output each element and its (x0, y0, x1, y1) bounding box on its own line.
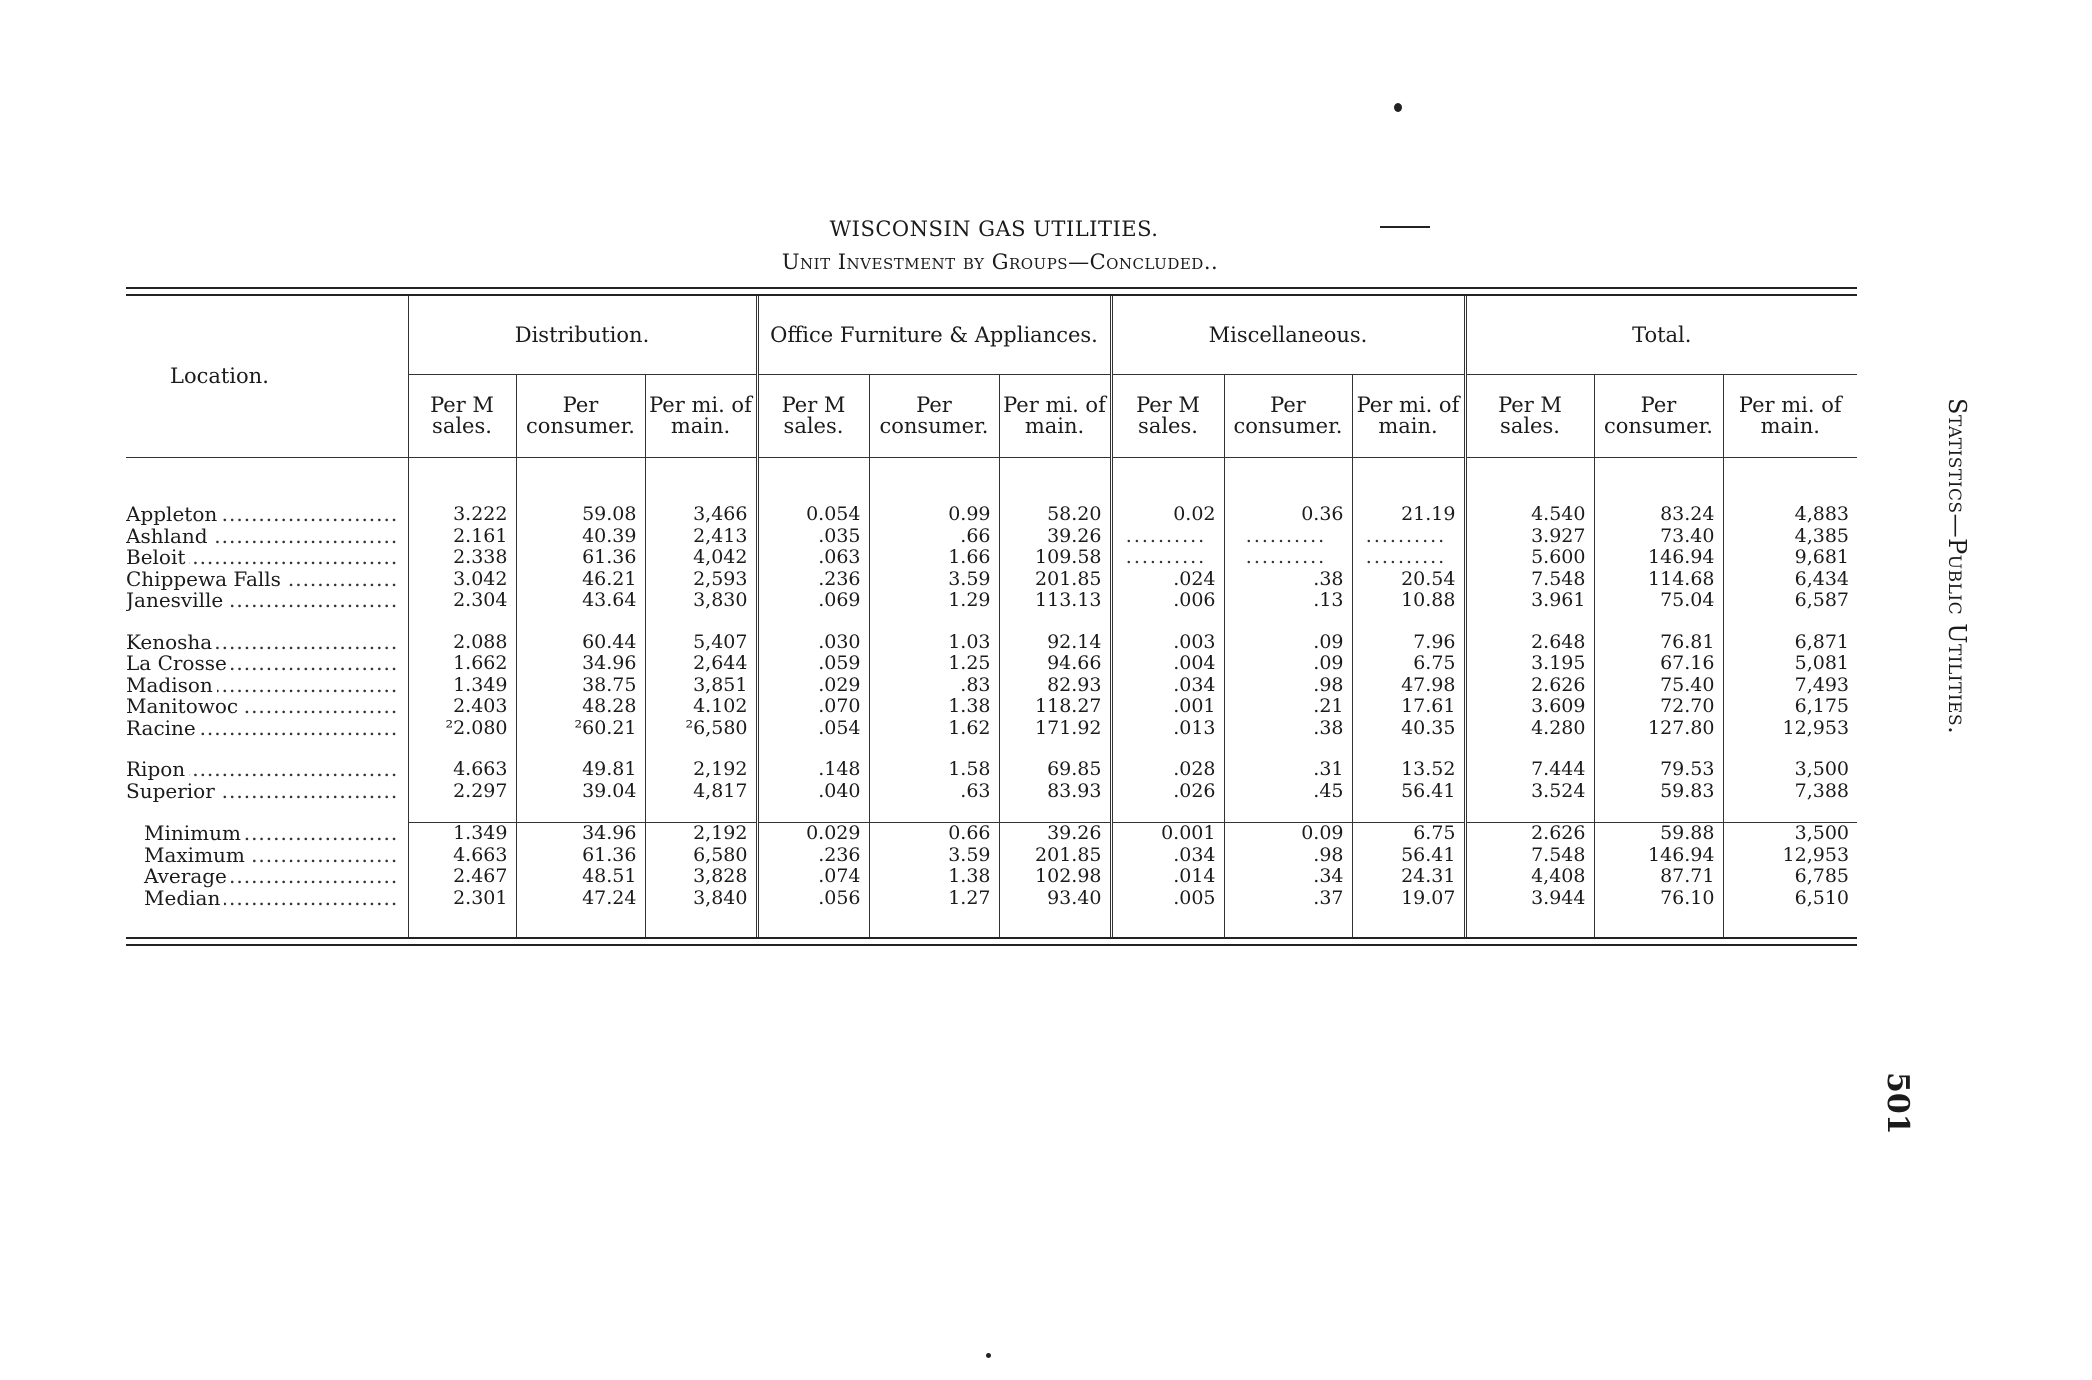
spacer-row (126, 909, 1857, 937)
table-cell: ²60.21 (516, 718, 645, 740)
table-cell: 3.927 (1465, 526, 1594, 548)
row-label: Racine (126, 718, 200, 740)
table-cell: 2,192 (645, 759, 757, 781)
table-cell: 2.088 (408, 632, 516, 654)
row-label: Median (126, 888, 224, 910)
table-cell: 38.75 (516, 675, 645, 697)
table-cell: 3,851 (645, 675, 757, 697)
table-cell: 4,408 (1465, 866, 1594, 888)
table-cell: 24.31 (1352, 866, 1465, 888)
table-cell: 201.85 (999, 845, 1111, 867)
table-row (126, 675, 1857, 697)
table-cell: .236 (757, 845, 869, 867)
table-cell: 2,192 (645, 823, 757, 845)
table-cell: 48.28 (516, 696, 645, 718)
table-cell: 83.93 (999, 781, 1111, 803)
table-cell: .003 (1111, 632, 1224, 654)
table-cell: 87.71 (1594, 866, 1723, 888)
table-cell: .......... (1352, 526, 1465, 548)
table-cell: .001 (1111, 696, 1224, 718)
row-label: Chippewa Falls (126, 569, 285, 591)
table-cell: .......... (1352, 547, 1465, 569)
table-cell: 0.001 (1111, 823, 1224, 845)
column-header: Per mi. of main. (645, 375, 757, 458)
table-cell: .028 (1111, 759, 1224, 781)
table-row (126, 653, 1857, 675)
table-cell: 75.04 (1594, 590, 1723, 612)
table-cell: 39.26 (999, 823, 1111, 845)
table-cell: .030 (757, 632, 869, 654)
table-cell: 19.07 (1352, 888, 1465, 910)
table-cell: 1.349 (408, 823, 516, 845)
table-cell: 59.08 (516, 504, 645, 526)
table-cell: .026 (1111, 781, 1224, 803)
column-header: Per consumer. (1224, 375, 1352, 458)
table-cell: 7.444 (1465, 759, 1594, 781)
table-cell: 12,953 (1723, 845, 1857, 867)
table-cell: .034 (1111, 675, 1224, 697)
table-cell: 4.540 (1465, 504, 1594, 526)
spacer-row (126, 612, 1857, 632)
table-cell: 6.75 (1352, 823, 1465, 845)
table-cell: 6,510 (1723, 888, 1857, 910)
row-label: Minimum (126, 823, 245, 845)
table-cell: .38 (1224, 569, 1352, 591)
table-cell: 6,587 (1723, 590, 1857, 612)
table-row (126, 569, 1857, 591)
table-cell: 69.85 (999, 759, 1111, 781)
table-cell: 73.40 (1594, 526, 1723, 548)
table-cell: 102.98 (999, 866, 1111, 888)
table-cell: 56.41 (1352, 781, 1465, 803)
table-cell: .37 (1224, 888, 1352, 910)
table-cell: 4.102 (645, 696, 757, 718)
table-cell: .......... (1111, 526, 1224, 548)
table-cell: .09 (1224, 632, 1352, 654)
table-cell: 0.09 (1224, 823, 1352, 845)
table-cell: 4,817 (645, 781, 757, 803)
table-cell: 34.96 (516, 823, 645, 845)
table-cell: .074 (757, 866, 869, 888)
row-label: Superior (126, 781, 219, 803)
column-header: Per M sales. (757, 375, 869, 458)
group-header-distribution: Distribution. (408, 296, 757, 375)
table-row (126, 696, 1857, 718)
table-cell: 4.280 (1465, 718, 1594, 740)
table-cell: 2,593 (645, 569, 757, 591)
table-cell: .004 (1111, 653, 1224, 675)
table-cell: 67.16 (1594, 653, 1723, 675)
table-cell: 56.41 (1352, 845, 1465, 867)
row-label: Appleton (126, 504, 221, 526)
table-cell: 0.66 (869, 823, 999, 845)
column-header: Per M sales. (1465, 375, 1594, 458)
table-cell: 3.042 (408, 569, 516, 591)
group-header-miscellaneous: Miscellaneous. (1111, 296, 1465, 375)
table-cell: .38 (1224, 718, 1352, 740)
table-cell: .059 (757, 653, 869, 675)
table-cell: 2.626 (1465, 823, 1594, 845)
table-cell: 10.88 (1352, 590, 1465, 612)
table-cell: 1.662 (408, 653, 516, 675)
table-cell: 0.054 (757, 504, 869, 526)
unit-investment-table (126, 287, 1857, 946)
table-cell: 4,385 (1723, 526, 1857, 548)
table-cell: 6,785 (1723, 866, 1857, 888)
row-label: Manitowoc (126, 696, 242, 718)
table-cell: 61.36 (516, 547, 645, 569)
table-row (126, 526, 1857, 548)
table-cell: 7.548 (1465, 845, 1594, 867)
column-header: Per consumer. (869, 375, 999, 458)
table-cell: 79.53 (1594, 759, 1723, 781)
row-label: Ripon (126, 759, 189, 781)
table-cell: 1.25 (869, 653, 999, 675)
table-cell: 83.24 (1594, 504, 1723, 526)
table-row (126, 759, 1857, 781)
table-cell: 9,681 (1723, 547, 1857, 569)
table-cell: .006 (1111, 590, 1224, 612)
table-cell: 5,407 (645, 632, 757, 654)
table-cell: 5,081 (1723, 653, 1857, 675)
table-row (126, 504, 1857, 526)
table-cell: 3.524 (1465, 781, 1594, 803)
table-cell: 3,828 (645, 866, 757, 888)
table-cell: .056 (757, 888, 869, 910)
table-cell: .83 (869, 675, 999, 697)
column-header: Per M sales. (408, 375, 516, 458)
spacer-row (126, 458, 1857, 505)
table-cell: 40.35 (1352, 718, 1465, 740)
table-cell: 1.03 (869, 632, 999, 654)
column-header: Per consumer. (516, 375, 645, 458)
table-cell: 58.20 (999, 504, 1111, 526)
table-cell: 2,413 (645, 526, 757, 548)
table-cell: 146.94 (1594, 547, 1723, 569)
table-cell: 6,175 (1723, 696, 1857, 718)
table-cell: 3.59 (869, 569, 999, 591)
page-title: WISCONSIN GAS UTILITIES. (829, 217, 1159, 241)
table-cell: 3.609 (1465, 696, 1594, 718)
table-cell: 1.29 (869, 590, 999, 612)
table-cell: .......... (1224, 526, 1352, 548)
table-cell: 34.96 (516, 653, 645, 675)
table-cell: 0.99 (869, 504, 999, 526)
table-cell: .21 (1224, 696, 1352, 718)
table-cell: 2.467 (408, 866, 516, 888)
table-cell: 93.40 (999, 888, 1111, 910)
table-cell: 2.297 (408, 781, 516, 803)
table-cell: 49.81 (516, 759, 645, 781)
table-cell: 47.98 (1352, 675, 1465, 697)
table-cell: .069 (757, 590, 869, 612)
table-cell: 201.85 (999, 569, 1111, 591)
table-cell: 6,580 (645, 845, 757, 867)
table-cell: 109.58 (999, 547, 1111, 569)
top-double-rule (126, 287, 1857, 296)
table-cell: 3,466 (645, 504, 757, 526)
table-row (126, 632, 1857, 654)
table-cell: 171.92 (999, 718, 1111, 740)
table-cell: 7,493 (1723, 675, 1857, 697)
table-cell: 6.75 (1352, 653, 1465, 675)
table-cell: .13 (1224, 590, 1352, 612)
table-cell: 92.14 (999, 632, 1111, 654)
table-cell: 1.66 (869, 547, 999, 569)
table-cell: .09 (1224, 653, 1352, 675)
table-cell: 2.338 (408, 547, 516, 569)
table-cell: 1.27 (869, 888, 999, 910)
table-cell: 3,840 (645, 888, 757, 910)
table-cell: 118.27 (999, 696, 1111, 718)
table-cell: 39.04 (516, 781, 645, 803)
table-cell: .013 (1111, 718, 1224, 740)
table-cell: 21.19 (1352, 504, 1465, 526)
table-cell: .63 (869, 781, 999, 803)
table-cell: 3,500 (1723, 823, 1857, 845)
column-header: Per mi. of main. (999, 375, 1111, 458)
table-cell: 0.36 (1224, 504, 1352, 526)
table-cell: 2.161 (408, 526, 516, 548)
table-cell: 82.93 (999, 675, 1111, 697)
spacer-row (126, 802, 1857, 823)
table-cell: 113.13 (999, 590, 1111, 612)
bottom-double-rule (126, 937, 1857, 946)
table-cell: 1.62 (869, 718, 999, 740)
table-cell: .034 (1111, 845, 1224, 867)
table-cell: 47.24 (516, 888, 645, 910)
table-cell: .070 (757, 696, 869, 718)
table-cell: 2,644 (645, 653, 757, 675)
table-cell: 114.68 (1594, 569, 1723, 591)
table-cell: 2.304 (408, 590, 516, 612)
table-cell: 39.26 (999, 526, 1111, 548)
table-cell: 76.10 (1594, 888, 1723, 910)
summary-row (126, 845, 1857, 867)
table-cell: 2.301 (408, 888, 516, 910)
table-cell: 3.195 (1465, 653, 1594, 675)
row-label: Janesville (126, 590, 227, 612)
table-cell: 3,500 (1723, 759, 1857, 781)
table-cell: 4,042 (645, 547, 757, 569)
table-cell: .024 (1111, 569, 1224, 591)
table-cell: 43.64 (516, 590, 645, 612)
row-label: Maximum (126, 845, 249, 867)
table-cell: 48.51 (516, 866, 645, 888)
table-cell: .236 (757, 569, 869, 591)
group-header-office-furniture: Office Furniture & Appliances. (757, 296, 1111, 375)
table-cell: 7,388 (1723, 781, 1857, 803)
table-cell: 4.663 (408, 845, 516, 867)
summary-row (126, 823, 1857, 845)
table-cell: 75.40 (1594, 675, 1723, 697)
column-header: Per consumer. (1594, 375, 1723, 458)
table-cell: 13.52 (1352, 759, 1465, 781)
table-cell: .......... (1111, 547, 1224, 569)
table-row (126, 781, 1857, 803)
table-cell: 6,871 (1723, 632, 1857, 654)
table-cell: 6,434 (1723, 569, 1857, 591)
table-cell: 61.36 (516, 845, 645, 867)
table-cell: 3.944 (1465, 888, 1594, 910)
table-cell: 94.66 (999, 653, 1111, 675)
table-cell: .148 (757, 759, 869, 781)
table-cell: .040 (757, 781, 869, 803)
table-cell: 3.59 (869, 845, 999, 867)
table-cell: .31 (1224, 759, 1352, 781)
table-cell: 4.663 (408, 759, 516, 781)
table-cell: 146.94 (1594, 845, 1723, 867)
table-cell: .035 (757, 526, 869, 548)
row-label: La Crosse (126, 653, 231, 675)
table-cell: 3.961 (1465, 590, 1594, 612)
table-cell: 40.39 (516, 526, 645, 548)
row-label: Ashland (126, 526, 212, 548)
table-cell: .014 (1111, 866, 1224, 888)
table-cell: .66 (869, 526, 999, 548)
table-cell: 7.548 (1465, 569, 1594, 591)
row-label: Beloit (126, 547, 189, 569)
table-cell: 17.61 (1352, 696, 1465, 718)
group-header-total: Total. (1465, 296, 1857, 375)
column-header: Per mi. of main. (1723, 375, 1857, 458)
table-cell: 1.349 (408, 675, 516, 697)
table-cell: 5.600 (1465, 547, 1594, 569)
column-header: Per M sales. (1111, 375, 1224, 458)
table-cell: 4,883 (1723, 504, 1857, 526)
table-row (126, 590, 1857, 612)
table-cell: 7.96 (1352, 632, 1465, 654)
table-cell: .45 (1224, 781, 1352, 803)
table-cell: .......... (1224, 547, 1352, 569)
location-header: Location. (126, 296, 408, 458)
table-cell: 2.626 (1465, 675, 1594, 697)
table-cell: 59.83 (1594, 781, 1723, 803)
table-cell: 1.38 (869, 866, 999, 888)
table-cell: 127.80 (1594, 718, 1723, 740)
table-cell: 76.81 (1594, 632, 1723, 654)
table-cell: 3.222 (408, 504, 516, 526)
column-header: Per mi. of main. (1352, 375, 1465, 458)
summary-row (126, 888, 1857, 910)
table-subtitle: Unit Investment by Groups—Concluded.. (781, 250, 1219, 274)
table-cell: 72.70 (1594, 696, 1723, 718)
table-cell: 2.648 (1465, 632, 1594, 654)
table-cell: 0.029 (757, 823, 869, 845)
scan-speck (986, 1353, 991, 1358)
table-cell: ²6,580 (645, 718, 757, 740)
table-cell: .98 (1224, 675, 1352, 697)
table-cell: 20.54 (1352, 569, 1465, 591)
table-cell: 0.02 (1111, 504, 1224, 526)
table-cell: 3,830 (645, 590, 757, 612)
table-row (126, 718, 1857, 740)
table-cell: 46.21 (516, 569, 645, 591)
table-cell: .34 (1224, 866, 1352, 888)
table-cell: 60.44 (516, 632, 645, 654)
table-cell: 1.58 (869, 759, 999, 781)
table-cell: 59.88 (1594, 823, 1723, 845)
row-label: Kenosha (126, 632, 216, 654)
table-row (126, 547, 1857, 569)
row-label: Average (126, 866, 231, 888)
table-cell: ²2.080 (408, 718, 516, 740)
table-cell: 1.38 (869, 696, 999, 718)
table-cell: 2.403 (408, 696, 516, 718)
table-cell: .054 (757, 718, 869, 740)
page-number: 501 (1880, 1072, 1915, 1135)
spacer-row (126, 739, 1857, 759)
table-cell: 12,953 (1723, 718, 1857, 740)
table-cell: .005 (1111, 888, 1224, 910)
row-label: Madison (126, 675, 217, 697)
running-head: Statistics—Public Utilities. (1943, 398, 1971, 735)
table-cell: .029 (757, 675, 869, 697)
table-cell: .063 (757, 547, 869, 569)
summary-row (126, 866, 1857, 888)
scan-speck (1394, 103, 1402, 112)
table-cell: .98 (1224, 845, 1352, 867)
